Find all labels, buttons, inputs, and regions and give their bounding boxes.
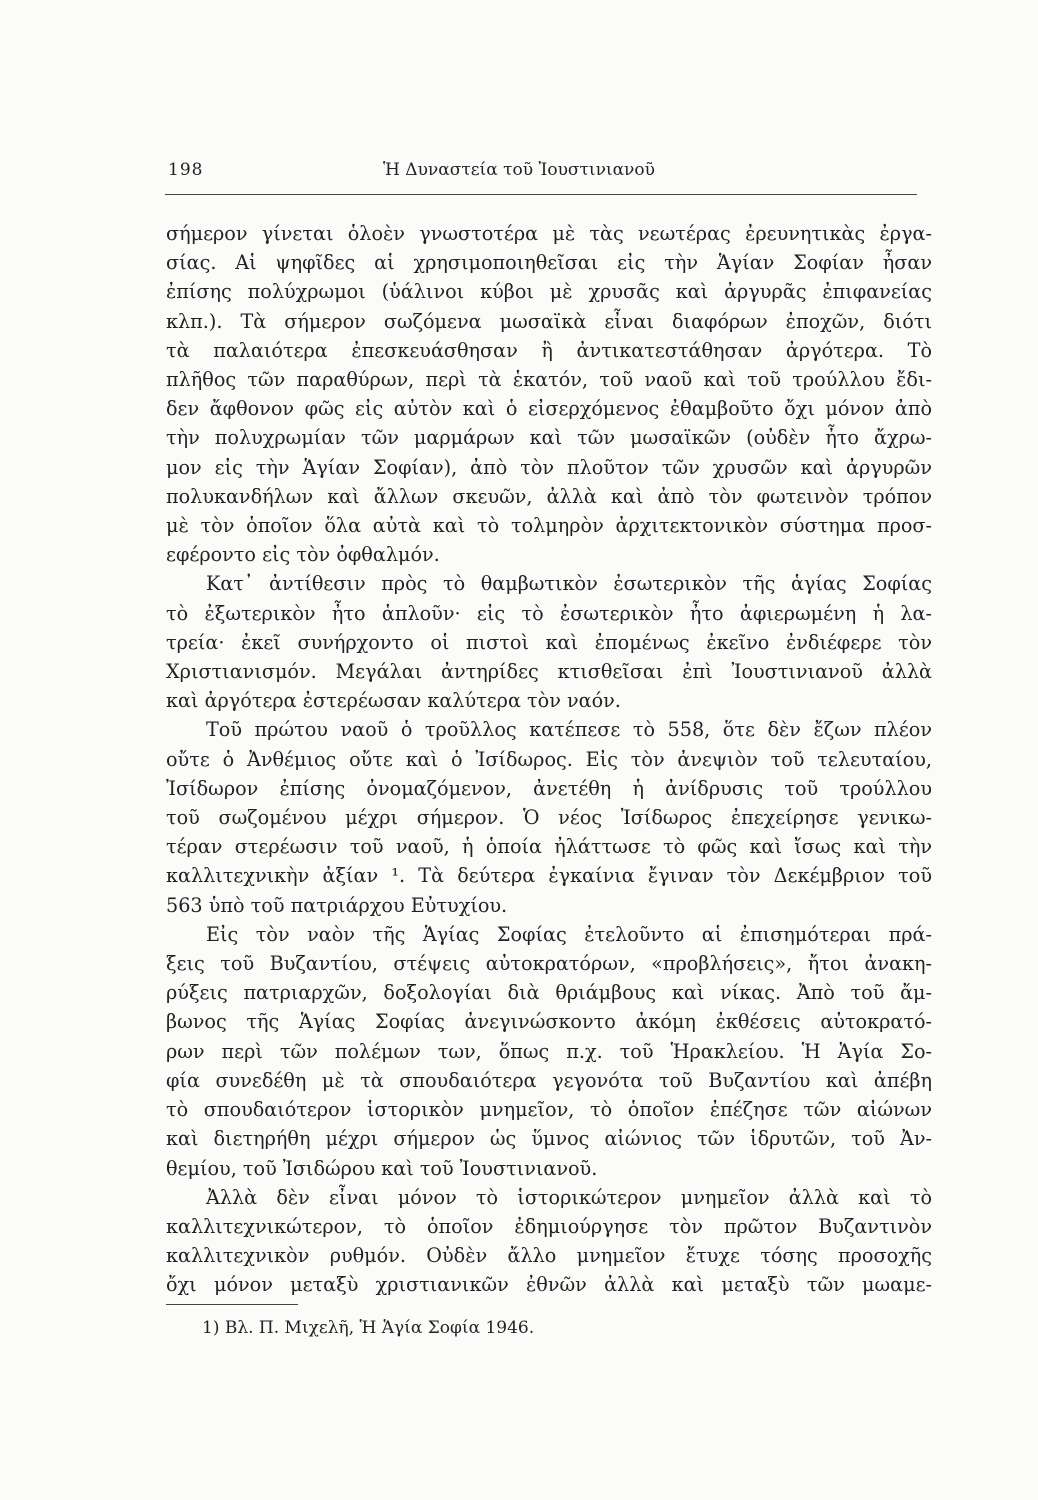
text-line: μὲ τὸν ὁποῖον ὅλα αὐτὰ καὶ τὸ τολμηρὸν ἀρχιτεκτονικὸν σύστημα προσ- <box>166 514 932 538</box>
text-line: δεν ἄφθονον φῶς εἰς αὐτὸν καὶ ὁ εἰσερχόμενος ἐθαμβοῦτο ὄχι μόνον ἀπὸ <box>166 397 932 421</box>
text-line: τοῦ σωζομένου μέχρι σήμερον. Ὁ νέος Ἰσίδωρος ἐπεχείρησε γενικω- <box>166 806 932 830</box>
text-line: τρεία· ἐκεῖ συνήρχοντο οἱ πιστοὶ καὶ ἐπομένως ἐκεῖνο ἐνδιέφερε τὸν <box>166 630 932 654</box>
page-number: 198 <box>168 160 204 180</box>
text-line: καὶ ἀργότερα ἐστερέωσαν καλύτερα τὸν ναόν. <box>166 689 621 713</box>
header-rule <box>165 194 917 195</box>
text-line: βωνος τῆς Ἁγίας Σοφίας ἀνεγινώσκοντο ἀκόμη ἐκθέσεις αὐτοκρατό- <box>166 1010 932 1034</box>
text-line: Εἰς τὸν ναὸν τῆς Ἁγίας Σοφίας ἐτελοῦντο αἱ ἐπισημότεραι πρά- <box>206 922 932 946</box>
text-line: ρων περὶ τῶν πολέμων των, ὅπως π.χ. τοῦ Ἡρακλείου. Ἡ Ἁγία Σο- <box>166 1039 932 1063</box>
footnote-rule <box>166 1304 298 1305</box>
text-line: τὴν πολυχρωμίαν τῶν μαρμάρων καὶ τῶν μωσαϊκῶν (οὐδὲν ἦτο ἄχρω- <box>166 426 932 450</box>
body-text <box>166 219 932 1300</box>
text-line: πολυκανδήλων καὶ ἄλλων σκευῶν, ἀλλὰ καὶ ἀπὸ τὸν φωτεινὸν τρόπον <box>166 484 932 508</box>
text-line: 563 ὑπὸ τοῦ πατριάρχου Εὐτυχίου. <box>166 893 508 917</box>
text-line: τέραν στερέωσιν τοῦ ναοῦ, ἡ ὁποία ἠλάττωσε τὸ φῶς καὶ ἴσως καὶ τὴν <box>166 835 932 859</box>
text-line: καὶ διετηρήθη μέχρι σήμερον ὡς ὕμνος αἰώνιος τῶν ἱδρυτῶν, τοῦ Ἀν- <box>166 1127 932 1151</box>
text-line: ὄχι μόνον μεταξὺ χριστιανικῶν ἐθνῶν ἀλλὰ καὶ μεταξὺ τῶν μωαμε- <box>166 1273 932 1297</box>
text-line: Τοῦ πρώτου ναοῦ ὁ τροῦλλος κατέπεσε τὸ 558, ὅτε δὲν ἔζων πλέον <box>206 718 932 742</box>
running-head: Ἡ Δυναστεία τοῦ Ἰουστινιανοῦ <box>383 160 655 180</box>
text-line: ρύξεις πατριαρχῶν, δοξολογίαι διὰ θριάμβους καὶ νίκας. Ἀπὸ τοῦ ἄμ- <box>166 981 932 1005</box>
text-line: τὰ παλαιότερα ἐπεσκευάσθησαν ἢ ἀντικατεστάθησαν ἀργότερα. Τὸ <box>166 338 932 362</box>
text-line: κλπ.). Τὰ σήμερον σωζόμενα μωσαϊκὰ εἶναι διαφόρων ἐποχῶν, διότι <box>166 309 932 333</box>
text-line: Ἰσίδωρον ἐπίσης ὀνομαζόμενον, ἀνετέθη ἡ ἀνίδρυσις τοῦ τρούλλου <box>166 776 932 800</box>
text-line: ξεις τοῦ Βυζαντίου, στέψεις αὐτοκρατόρων, «προβλήσεις», ἤτοι ἀνακη- <box>166 952 932 976</box>
text-line: μον εἰς τὴν Ἁγίαν Σοφίαν), ἀπὸ τὸν πλοῦτον τῶν χρυσῶν καὶ ἀργυρῶν <box>166 455 932 479</box>
text-line: καλλιτεχνικώτερον, τὸ ὁποῖον ἐδημιούργησε τὸν πρῶτον Βυζαντινὸν <box>166 1214 932 1238</box>
text-line: Χριστιανισμόν. Μεγάλαι ἀντηρίδες κτισθεῖσαι ἐπὶ Ἰουστινιανοῦ ἀλλὰ <box>166 660 932 684</box>
footnote: 1) Βλ. Π. Μιχελῆ, Ἡ Ἁγία Σοφία 1946. <box>202 1318 535 1338</box>
text-line: Κατ᾽ ἀντίθεσιν πρὸς τὸ θαμβωτικὸν ἐσωτερικὸν τῆς ἁγίας Σοφίας <box>206 572 932 596</box>
text-line: ἐπίσης πολύχρωμοι (ὑάλινοι κύβοι μὲ χρυσᾶς καὶ ἀργυρᾶς ἐπιφανείας <box>166 280 932 304</box>
text-line: οὔτε ὁ Ἀνθέμιος οὔτε καὶ ὁ Ἰσίδωρος. Εἰς τὸν ἀνεψιὸν τοῦ τελευταίου, <box>166 747 932 771</box>
text-line: σίας. Αἱ ψηφῖδες αἱ χρησιμοποιηθεῖσαι εἰς τὴν Ἁγίαν Σοφίαν ἦσαν <box>166 251 932 275</box>
text-line: καλλιτεχνικὸν ρυθμόν. Οὐδὲν ἄλλο μνημεῖον ἔτυχε τόσης προσοχῆς <box>166 1244 932 1268</box>
text-line: Ἀλλὰ δὲν εἶναι μόνον τὸ ἱστορικώτερον μνημεῖον ἀλλὰ καὶ τὸ <box>206 1185 932 1209</box>
text-line: σήμερον γίνεται ὁλοὲν γνωστοτέρα μὲ τὰς νεωτέρας ἐρευνητικὰς ἐργα- <box>166 222 932 245</box>
text-line: τὸ σπουδαιότερον ἱστορικὸν μνημεῖον, τὸ ὁποῖον ἐπέζησε τῶν αἰώνων <box>166 1098 932 1122</box>
text-line: φία συνεδέθη μὲ τὰ σπουδαιότερα γεγονότα τοῦ Βυζαντίου καὶ ἀπέβη <box>166 1068 932 1092</box>
text-line: πλῆθος τῶν παραθύρων, περὶ τὰ ἑκατόν, τοῦ ναοῦ καὶ τοῦ τρούλλου ἔδι- <box>166 368 932 392</box>
text-line: τὸ ἐξωτερικὸν ἦτο ἁπλοῦν· εἰς τὸ ἐσωτερικὸν ἦτο ἀφιερωμένη ἡ λα- <box>166 601 932 625</box>
text-line: θεμίου, τοῦ Ἰσιδώρου καὶ τοῦ Ἰουστινιανοῦ. <box>166 1156 598 1180</box>
text-line: εφέροντο εἰς τὸν ὀφθαλμόν. <box>166 543 440 567</box>
text-line: καλλιτεχνικὴν ἀξίαν ¹. Τὰ δεύτερα ἐγκαίνια ἔγιναν τὸν Δεκέμβριον τοῦ <box>166 864 932 888</box>
